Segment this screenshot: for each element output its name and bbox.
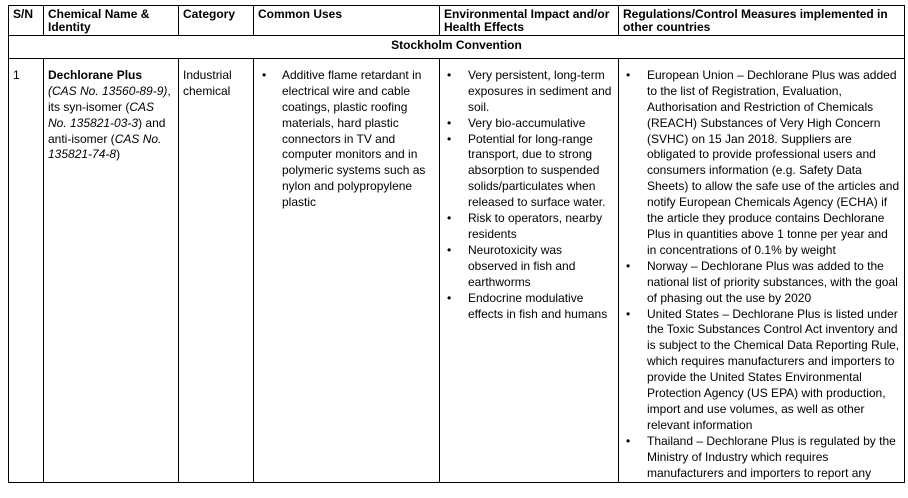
- list-item-text: Additive flame retardant in electrical wire and cable coatings, plastic roofing materials, hard plastic connectors in TV and computer monitors and in polymeric systems such as nylon and polypropylene plastic: [282, 67, 426, 210]
- list-item-text: United States – Dechlorane Plus is listed under the Toxic Substances Control Act inventory and is subject to the Chemical Data Reporting Rule, which requires manufacturers and importers to provide the United States Environmental Protection Agency (US EPA) with production, import and use volumes, as well as other relevant information: [647, 306, 900, 432]
- list-item-text: European Union – Dechlorane Plus was added to the list of Registration, Evaluation, Authorisation and Restriction of Chemicals (REACH) Substances of Very High Concern (SVHC) on 15 Jan 2018. Suppliers are obligated to provide professional users and consumers information (e.g. Safety Data Sheets) to allow the safe use of the articles and notify European Chemicals Agency (ECHA) if the article they produce contains Dechlorane Plus in quantities above 1 tonne per year and in concentrations of 0.1% by weight: [647, 67, 900, 257]
- list-item: [444, 116, 614, 132]
- cell-chemical-name: [44, 68, 179, 483]
- uses-list: [258, 68, 435, 211]
- list-item: [444, 243, 614, 291]
- list-item-text: Norway – Dechlorane Plus was added to the national list of priority substances, with the goal of phasing out the use by 2020: [647, 258, 898, 305]
- bullet-icon: •: [626, 433, 631, 448]
- group-row: [9, 36, 905, 59]
- header-environmental-impact: Environmental Impact and/or Health Effects: [440, 6, 619, 36]
- list-item-text: Very bio-accumulative: [468, 115, 586, 130]
- table-row: [9, 68, 905, 483]
- header-row: [9, 6, 905, 36]
- list-item: [623, 259, 900, 307]
- group-title: Stockholm Convention: [9, 36, 905, 59]
- impact-list: [444, 68, 614, 323]
- list-item-text: Potential for long-range transport, due to strong absorption to suspended solids/particulates when released to surface water.: [468, 131, 606, 210]
- list-item: [258, 68, 435, 211]
- list-item: [444, 68, 614, 116]
- list-item: [623, 307, 900, 434]
- list-item: [444, 211, 614, 243]
- header-common-uses: Common Uses: [254, 6, 440, 36]
- header-sn: S/N: [9, 6, 44, 36]
- bullet-icon: •: [262, 67, 267, 82]
- cell-regulations: [619, 68, 905, 483]
- header-chemical-name: Chemical Name & Identity: [44, 6, 179, 36]
- bullet-icon: •: [447, 211, 452, 226]
- list-item-text: Endocrine modulative effects in fish and humans: [468, 290, 608, 321]
- cell-environmental-impact: [440, 68, 619, 483]
- list-item-text: Thailand – Dechlorane Plus is regulated by the Ministry of Industry which requires manufacturers and importers to report any: [647, 433, 896, 480]
- name-text: , its syn-isomer (: [48, 83, 171, 114]
- cas-number: (CAS No. 13560-89-9): [48, 83, 168, 98]
- cas-number: CAS No. 135821-74-8: [48, 131, 162, 162]
- bullet-icon: •: [447, 131, 452, 146]
- bullet-icon: •: [447, 242, 452, 257]
- bullet-icon: •: [626, 306, 631, 321]
- bullet-icon: •: [626, 67, 631, 82]
- name-text: ) and anti-isomer (: [48, 115, 166, 146]
- chemical-name: Dechlorane Plus: [48, 67, 143, 82]
- list-item-text: Neurotoxicity was observed in fish and earthworms: [468, 242, 576, 289]
- header-category: Category: [179, 6, 254, 36]
- bullet-icon: •: [626, 258, 631, 273]
- regulations-list: [623, 68, 900, 482]
- cell-category: Industrial chemical: [179, 68, 254, 483]
- cell-sn: 1: [9, 68, 44, 483]
- spacer-row: [9, 58, 905, 68]
- cell-common-uses: [254, 68, 440, 483]
- list-item: [623, 68, 900, 259]
- bullet-icon: •: [447, 115, 452, 130]
- list-item-text: Risk to operators, nearby residents: [468, 211, 603, 241]
- list-item-text: Very persistent, long-term exposures in sediment and soil.: [468, 67, 612, 114]
- name-text: ): [116, 147, 121, 162]
- bullet-icon: •: [447, 67, 452, 82]
- list-item: [623, 434, 900, 482]
- header-regulations: Regulations/Control Measures implemented in other countries: [619, 6, 905, 36]
- cas-number: CAS No. 135821-03-3: [48, 99, 155, 130]
- list-item: [444, 132, 614, 212]
- bullet-icon: •: [447, 290, 452, 305]
- chemicals-table: [8, 5, 905, 483]
- list-item: [444, 291, 614, 323]
